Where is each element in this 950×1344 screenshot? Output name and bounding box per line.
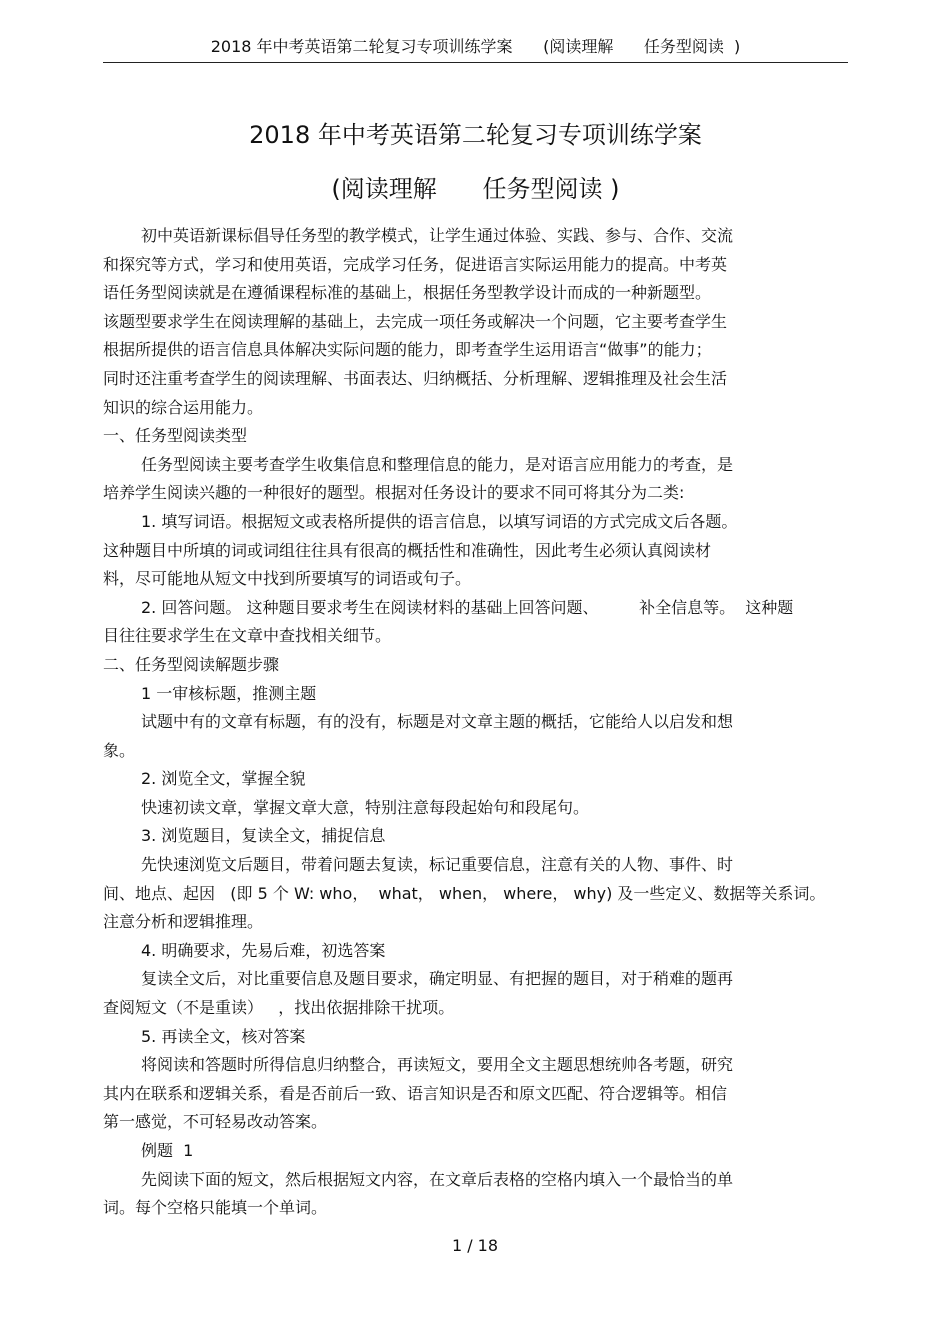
- header-divider: [103, 62, 848, 63]
- section-heading: 二、任务型阅读解题步骤: [103, 654, 280, 674]
- body-line: 其内在联系和逻辑关系，看是否前后一致、语言知识是否和原文匹配、符合逻辑等。相信: [103, 1083, 728, 1103]
- document-body: [103, 222, 848, 1223]
- body-line: 料，尽可能地从短文中找到所要填写的词语或句子。: [103, 569, 472, 589]
- step-heading: 3. 浏览题目，复读全文，捕捉信息: [141, 826, 386, 846]
- step-heading: 5. 再读全文，核对答案: [141, 1026, 306, 1046]
- body-line: 复读全文后，对比重要信息及题目要求，确定明显、有把握的题目，对于稍难的题再: [141, 969, 734, 989]
- body-line: 培养学生阅读兴趣的一种很好的题型。根据对任务设计的要求不同可将其分为二类:: [103, 483, 685, 503]
- body-line: 先阅读下面的短文，然后根据短文内容，在文章后表格的空格内填入一个最恰当的单: [141, 1169, 734, 1189]
- body-line: 同时还注重考查学生的阅读理解、书面表达、归纳概括、分析理解、逻辑推理及社会生活: [103, 368, 728, 388]
- body-line: 语任务型阅读就是在遵循课程标准的基础上，根据任务型教学设计而成的一种新题型。: [103, 283, 712, 303]
- example-heading: 例题 1: [141, 1141, 194, 1160]
- body-line: 试题中有的文章有标题，有的没有，标题是对文章主题的概括，它能给人以启发和想: [141, 712, 734, 732]
- step-heading: 4. 明确要求，先易后难，初选答案: [141, 940, 386, 960]
- body-line: 第一感觉，不可轻易改动答案。: [103, 1112, 328, 1132]
- body-line: 将阅读和答题时所得信息归纳整合，再读短文，要用全文主题思想统帅各考题，研究: [141, 1055, 734, 1075]
- body-line: 先快速浏览文后题目，带着问题去复读，标记重要信息，注意有关的人物、事件、时: [141, 855, 734, 875]
- page-number: 1 / 18: [451, 1236, 499, 1255]
- body-line: 该题型要求学生在阅读理解的基础上，去完成一项任务或解决一个问题，它主要考查学生: [103, 311, 728, 331]
- document-title: 2018 年中考英语第二轮复习专项训练学案: [249, 121, 702, 149]
- body-line: 这种题目中所填的词或词组往往具有很高的概括性和准确性，因此考生必须认真阅读材: [103, 540, 712, 560]
- body-line: 间、地点、起因 (即 5 个 W: who， what， when， where， why) 及一些定义、数据等关系词。: [103, 883, 826, 903]
- body-line: 和探究等方式，学习和使用英语，完成学习任务，促进语言实际运用能力的提高。中考英: [103, 254, 728, 274]
- body-line: 任务型阅读主要考查学生收集信息和整理信息的能力，是对语言应用能力的考查，是: [141, 454, 734, 474]
- running-header: 2018 年中考英语第二轮复习专项训练学案 (阅读理解 任务型阅读 ): [210, 37, 741, 56]
- body-line: 快速初读文章，掌握文章大意，特别注意每段起始句和段尾句。: [141, 797, 590, 817]
- body-line: 查阅短文（不是重读） ，找出依据排除干扰项。: [103, 998, 455, 1018]
- body-line: 2. 回答问题。 这种题目要求考生在阅读材料的基础上回答问题、 补全信息等。 这种题: [141, 597, 794, 617]
- step-heading: 1 一审核标题，推测主题: [141, 683, 317, 703]
- step-heading: 2. 浏览全文，掌握全貌: [141, 769, 306, 789]
- body-line: 目往往要求学生在文章中查找相关细节。: [103, 626, 392, 646]
- body-line: 词。每个空格只能填一个单词。: [103, 1198, 328, 1218]
- body-line: 知识的综合运用能力。: [103, 397, 264, 417]
- body-line: 象。: [103, 740, 136, 760]
- body-line: 注意分析和逻辑推理。: [103, 912, 264, 932]
- document-subtitle: (阅读理解 任务型阅读 ): [331, 175, 620, 203]
- body-line: 根据所提供的语言信息具体解决实际问题的能力，即考查学生运用语言“做事”的能力；: [103, 340, 712, 360]
- section-heading: 一、任务型阅读类型: [103, 426, 248, 446]
- body-line: 初中英语新课标倡导任务型的教学模式，让学生通过体验、实践、参与、合作、交流: [141, 226, 734, 245]
- body-line: 1. 填写词语。根据短文或表格所提供的语言信息，以填写词语的方式完成文后各题。: [141, 511, 738, 531]
